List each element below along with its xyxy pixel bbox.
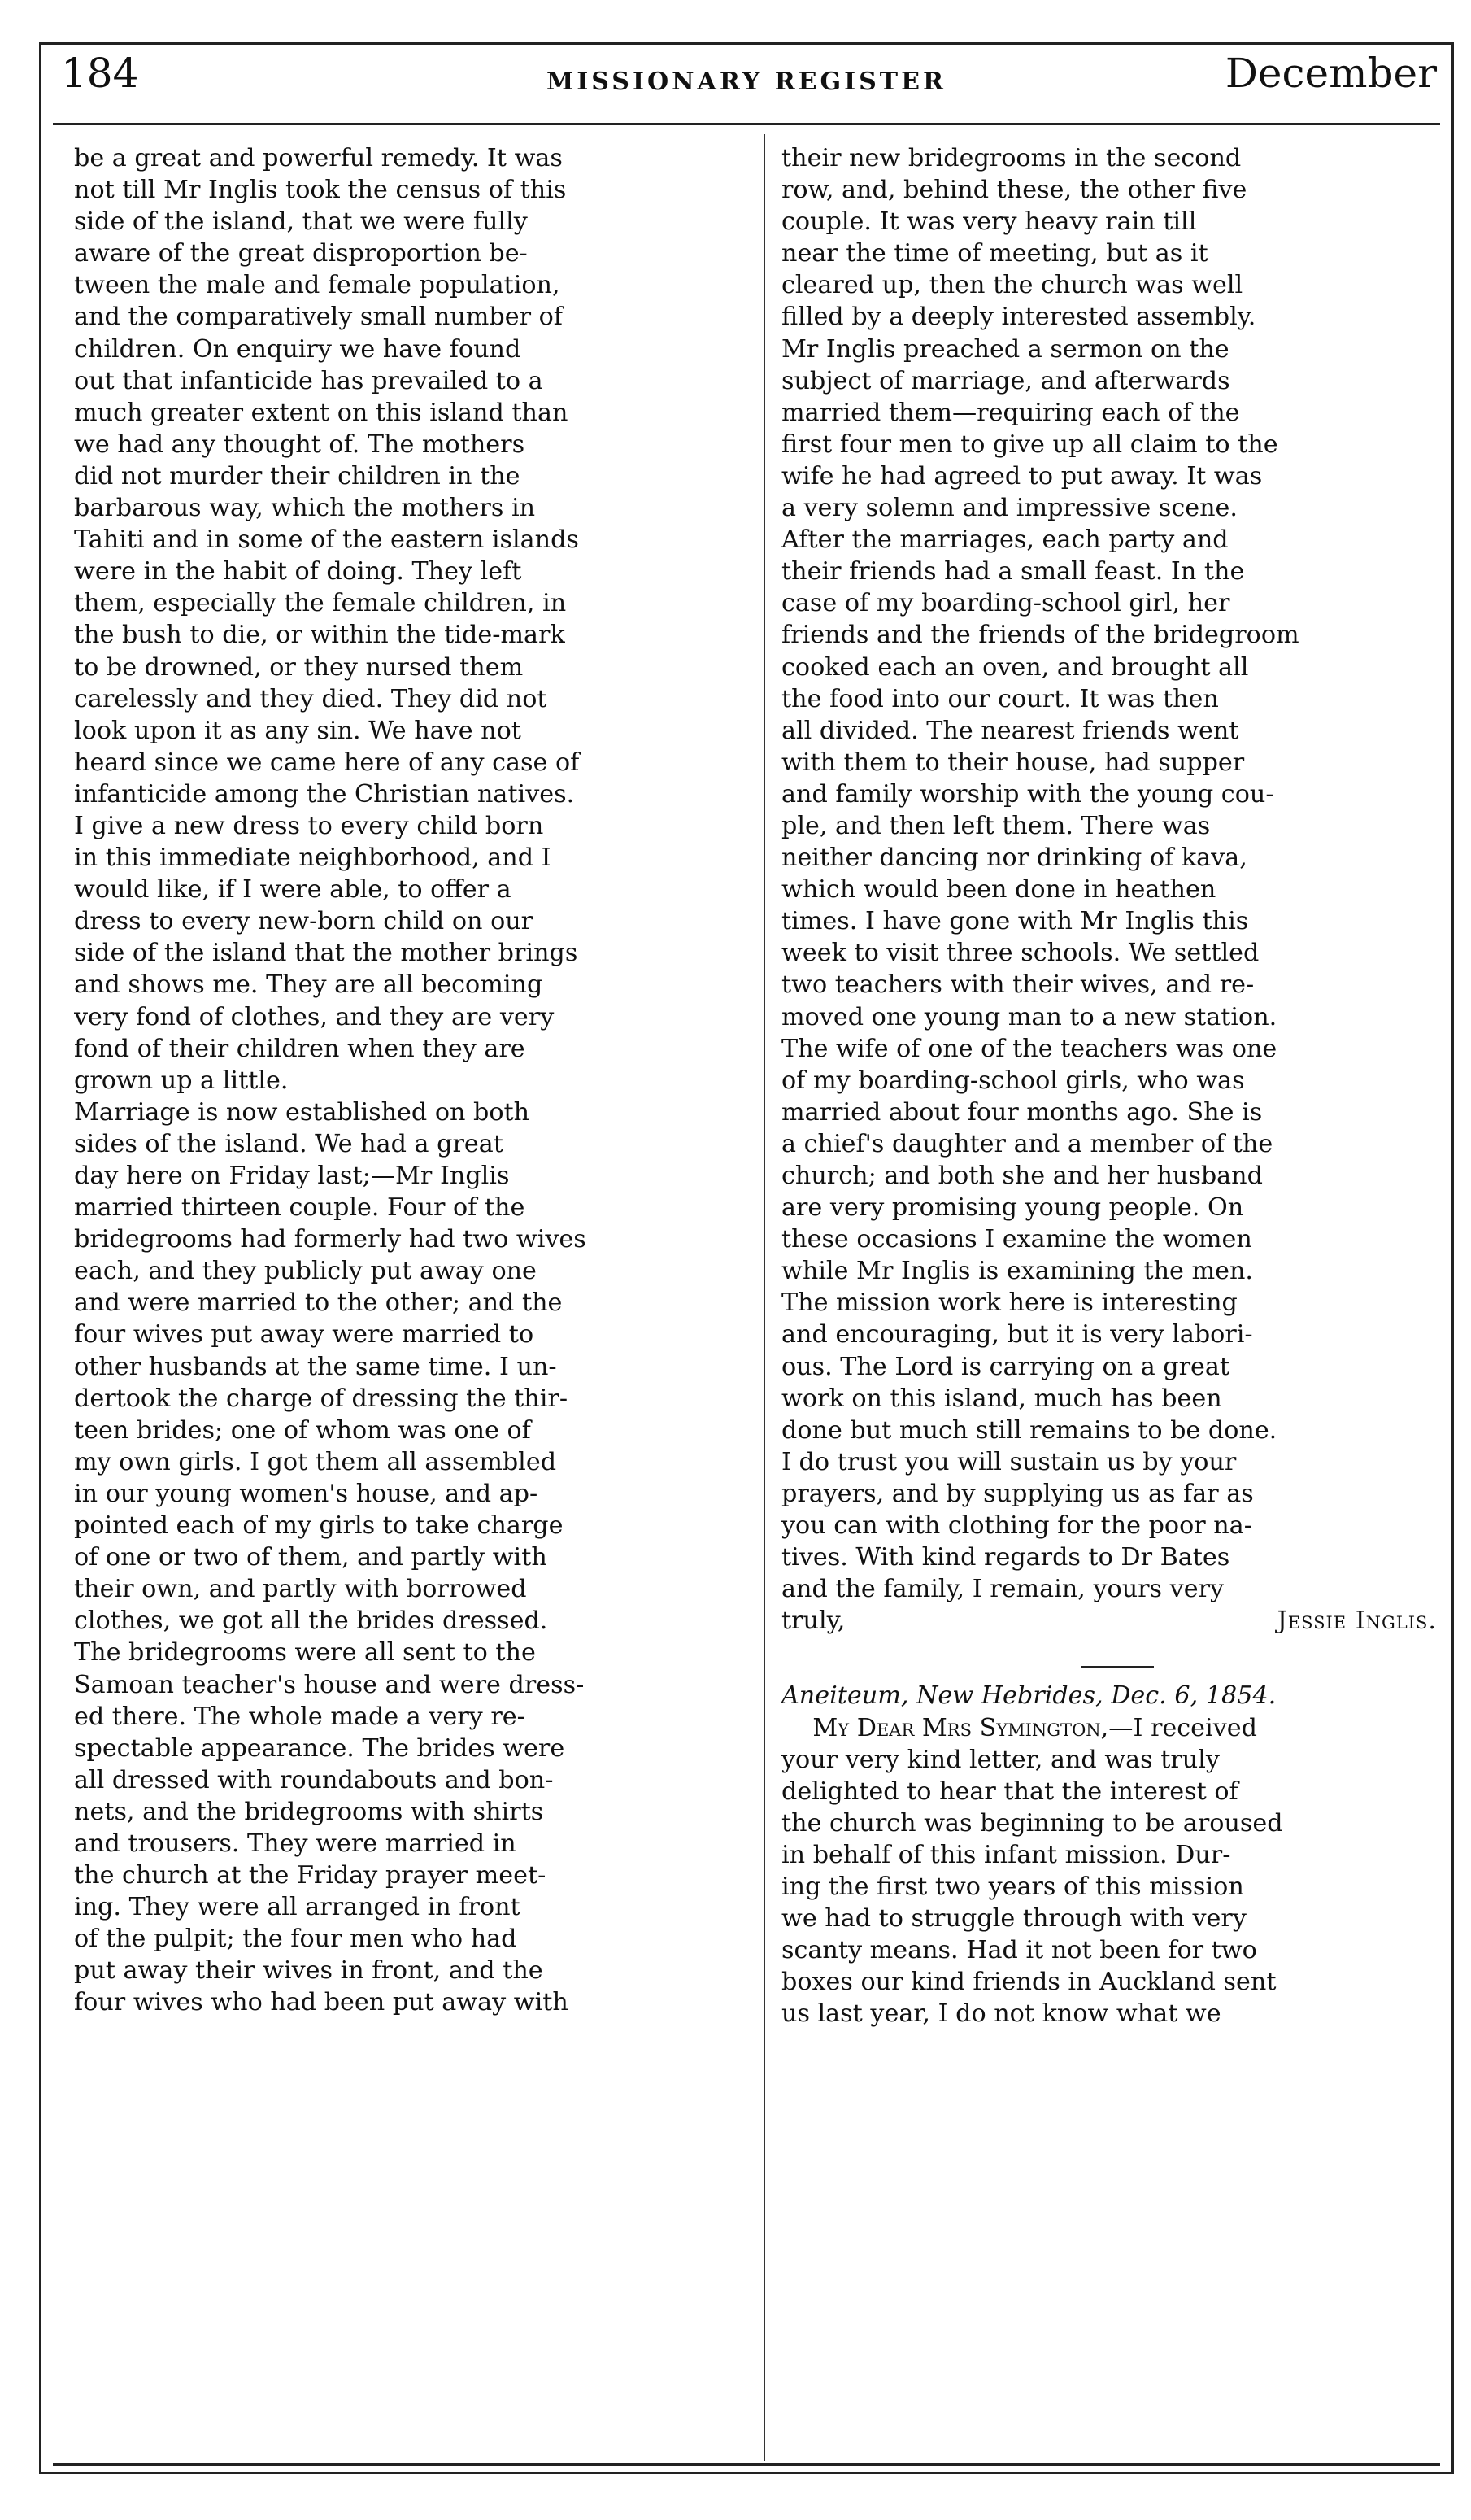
text-line: these occasions I examine the women bbox=[781, 1225, 1252, 1254]
text-line: done but much still remains to be done. bbox=[781, 1415, 1277, 1445]
text-line: out that infanticide has prevailed to a bbox=[74, 366, 543, 395]
text-line: of the pulpit; the four men who had bbox=[74, 1925, 517, 1954]
text-line: very fond of clothes, and they are very bbox=[74, 1002, 555, 1031]
text-line: ing. They were all arranged in front bbox=[74, 1893, 520, 1922]
text-line: of my boarding-school girls, who was bbox=[781, 1066, 1245, 1095]
text-line: put away their wives in front, and the bbox=[74, 1956, 543, 1986]
text-line: nets, and the bridegrooms with shirts bbox=[74, 1797, 544, 1826]
text-line: aware of the great disproportion be- bbox=[74, 239, 528, 268]
letter-continuation bbox=[781, 142, 1453, 1605]
text-line: heard since we came here of any case of bbox=[74, 748, 580, 777]
text-line: in behalf of this infant mission. Dur- bbox=[781, 1840, 1231, 1869]
text-line: us last year, I do not know what we bbox=[781, 1999, 1221, 2029]
text-line: case of my boarding-school girl, her bbox=[781, 589, 1230, 618]
text-line: times. I have gone with Mr Inglis this bbox=[781, 907, 1249, 936]
running-title: MISSIONARY REGISTER bbox=[546, 68, 947, 96]
text-line: of one or two of them, and partly with bbox=[74, 1543, 547, 1572]
text-line: tween the male and female population, bbox=[74, 271, 560, 300]
text-line: The wife of one of the teachers was one bbox=[781, 1034, 1277, 1063]
text-line: ing the first two years of this mission bbox=[781, 1872, 1244, 1901]
text-line: all dressed with roundabouts and bon- bbox=[74, 1765, 554, 1794]
text-line: and family worship with the young cou- bbox=[781, 779, 1274, 809]
text-line: four wives put away were married to bbox=[74, 1320, 534, 1349]
text-line: The bridegrooms were all sent to the bbox=[74, 1638, 536, 1668]
text-line: two teachers with their wives, and re- bbox=[781, 970, 1255, 1000]
text-line: married about four months ago. She is bbox=[781, 1097, 1263, 1127]
text-line: ple, and then left them. There was bbox=[781, 811, 1211, 840]
text-line: pointed each of my girls to take charge bbox=[74, 1511, 564, 1541]
section-rule bbox=[1081, 1666, 1154, 1668]
text-line: would like, if I were able, to offer a bbox=[74, 875, 511, 905]
text-line: to be drowned, or they nursed them bbox=[74, 652, 524, 682]
text-line: were in the habit of doing. They left bbox=[74, 557, 522, 586]
right-column bbox=[781, 142, 1453, 2444]
text-line: the church at the Friday prayer meet- bbox=[74, 1861, 546, 1890]
text-line: I do trust you will sustain us by your bbox=[781, 1447, 1237, 1476]
text-line: subject of marriage, and afterwards bbox=[781, 366, 1230, 395]
text-line: wife he had agreed to put away. It was bbox=[781, 461, 1263, 490]
text-line: carelessly and they died. They did not bbox=[74, 684, 547, 713]
text-line: your very kind letter, and was truly bbox=[781, 1745, 1220, 1774]
text-line: moved one young man to a new station. bbox=[781, 1002, 1277, 1031]
text-line: side of the island that the mother brings bbox=[74, 939, 578, 968]
text-line: them, especially the female children, in bbox=[74, 589, 567, 618]
text-line: you can with clothing for the poor na- bbox=[781, 1511, 1252, 1541]
text-line: ous. The Lord is carrying on a great bbox=[781, 1352, 1230, 1381]
text-line: clothes, we got all the brides dressed. bbox=[74, 1607, 548, 1636]
newspaper-page bbox=[39, 42, 1454, 2474]
text-line: my own girls. I got them all assembled bbox=[74, 1447, 557, 1476]
text-line: ed there. The whole made a very re- bbox=[74, 1702, 525, 1731]
text-line: children. On enquiry we have found bbox=[74, 334, 521, 364]
text-line: married thirteen couple. Four of the bbox=[74, 1193, 525, 1223]
text-line: teen brides; one of whom was one of bbox=[74, 1415, 531, 1445]
text-line: a chief's daughter and a member of the bbox=[781, 1129, 1273, 1158]
text-line: filled by a deeply interested assembly. bbox=[781, 303, 1256, 332]
text-line: cleared up, then the church was well bbox=[781, 271, 1243, 300]
text-line: spectable appearance. The brides were bbox=[74, 1733, 565, 1763]
text-line: infanticide among the Christian natives. bbox=[74, 779, 575, 809]
left-column bbox=[74, 142, 746, 2444]
text-line: other husbands at the same time. I un- bbox=[74, 1352, 557, 1381]
text-line: day here on Friday last;—Mr Inglis bbox=[74, 1162, 510, 1190]
text-line: sides of the island. We had a great bbox=[74, 1129, 503, 1158]
text-line: and trousers. They were married in bbox=[74, 1829, 516, 1858]
text-line: dertook the charge of dressing the thir- bbox=[74, 1384, 568, 1413]
text-line: first four men to give up all claim to the bbox=[781, 429, 1278, 459]
text-line: each, and they publicly put away one bbox=[74, 1257, 537, 1286]
text-line: After the marriages, each party and bbox=[781, 525, 1229, 555]
text-line: and the family, I remain, yours very bbox=[781, 1575, 1225, 1604]
text-line: not till Mr Inglis took the census of this bbox=[74, 176, 567, 205]
text-line: friends and the friends of the bridegroom bbox=[781, 621, 1299, 650]
column-divider bbox=[764, 134, 765, 2461]
text-line: couple. It was very heavy rain till bbox=[781, 207, 1197, 237]
text-line: delighted to hear that the interest of bbox=[781, 1777, 1238, 1806]
text-line: and encouraging, but it is very labori- bbox=[781, 1320, 1253, 1349]
text-line: are very promising young people. On bbox=[781, 1193, 1244, 1223]
signoff-text: truly, bbox=[781, 1607, 846, 1636]
signature: Jessie Inglis. bbox=[1277, 1607, 1437, 1636]
text-line: near the time of meeting, but as it bbox=[781, 239, 1208, 268]
page-header bbox=[53, 50, 1440, 125]
text-line: four wives who had been put away with bbox=[74, 1988, 568, 2017]
salutation-name: My Dear Mrs Symington, bbox=[812, 1713, 1109, 1742]
text-line: Mr Inglis preached a sermon on the bbox=[781, 334, 1229, 364]
page-number: 184 bbox=[61, 50, 139, 97]
text-line: much greater extent on this island than bbox=[74, 398, 568, 427]
text-line: we had to struggle through with very bbox=[781, 1904, 1247, 1934]
text-line: while Mr Inglis is examining the men. bbox=[781, 1257, 1254, 1286]
text-line: I give a new dress to every child born bbox=[74, 811, 544, 840]
text-line: Marriage is now established on both bbox=[74, 1097, 530, 1127]
text-line: church; and both she and her husband bbox=[781, 1162, 1263, 1190]
text-line: fond of their children when they are bbox=[74, 1034, 525, 1063]
text-line: cooked each an oven, and brought all bbox=[781, 652, 1249, 682]
text-line: side of the island, that we were fully bbox=[74, 207, 528, 237]
text-line: row, and, behind these, the other five bbox=[781, 176, 1247, 205]
text-line: Samoan teacher's house and were dress- bbox=[74, 1670, 585, 1699]
text-line: bridegrooms had formerly had two wives bbox=[74, 1225, 586, 1254]
text-line: married them—requiring each of the bbox=[781, 398, 1240, 427]
text-line: tives. With kind regards to Dr Bates bbox=[781, 1543, 1230, 1572]
text-line: prayers, and by supplying us as far as bbox=[781, 1479, 1254, 1508]
text-line: dress to every new-born child on our bbox=[74, 907, 533, 936]
new-letter-body bbox=[781, 1744, 1453, 2030]
text-line: barbarous way, which the mothers in bbox=[74, 494, 536, 523]
text-line: and shows me. They are all becoming bbox=[74, 970, 543, 1000]
text-line: with them to their house, had supper bbox=[781, 748, 1245, 777]
text-line: their own, and partly with borrowed bbox=[74, 1575, 527, 1604]
text-line: did not murder their children in the bbox=[74, 461, 520, 490]
dateline: Aneiteum, New Hebrides, Dec. 6, 1854. bbox=[781, 1681, 1277, 1711]
text-line: all divided. The nearest friends went bbox=[781, 716, 1239, 745]
text-line: grown up a little. bbox=[74, 1066, 289, 1095]
text-line: the bush to die, or within the tide-mark bbox=[74, 621, 565, 650]
letter-signoff bbox=[781, 1605, 1453, 1637]
text-line: be a great and powerful remedy. It was bbox=[74, 144, 563, 172]
salutation-line bbox=[781, 1712, 1453, 1744]
text-line: Tahiti and in some of the eastern islands bbox=[74, 525, 579, 555]
text-line: scanty means. Had it not been for two bbox=[781, 1936, 1257, 1965]
text-line: the church was beginning to be aroused bbox=[781, 1808, 1283, 1838]
text-line: neither dancing nor drinking of kava, bbox=[781, 844, 1247, 873]
text-line: The mission work here is interesting bbox=[781, 1288, 1238, 1318]
text-line: look upon it as any sin. We have not bbox=[74, 716, 521, 745]
text-line: their friends had a small feast. In the bbox=[781, 557, 1245, 586]
text-line: and the comparatively small number of bbox=[74, 303, 563, 332]
text-line: the food into our court. It was then bbox=[781, 684, 1219, 713]
text-line: boxes our kind friends in Auckland sent bbox=[781, 1968, 1277, 1997]
text-line: and were married to the other; and the bbox=[74, 1288, 563, 1318]
footer-rule bbox=[53, 2463, 1440, 2466]
salutation-rest: —I received bbox=[1108, 1713, 1257, 1742]
text-line: we had any thought of. The mothers bbox=[74, 429, 525, 459]
text-line: week to visit three schools. We settled bbox=[781, 939, 1260, 968]
header-month: December bbox=[1225, 50, 1437, 97]
text-line: work on this island, much has been bbox=[781, 1384, 1222, 1413]
text-line: in this immediate neighborhood, and I bbox=[74, 844, 551, 873]
text-line: their new bridegrooms in the second bbox=[781, 144, 1242, 172]
text-line: which would been done in heathen bbox=[781, 875, 1216, 905]
text-line: in our young women's house, and ap- bbox=[74, 1479, 538, 1508]
text-line: a very solemn and impressive scene. bbox=[781, 494, 1238, 523]
